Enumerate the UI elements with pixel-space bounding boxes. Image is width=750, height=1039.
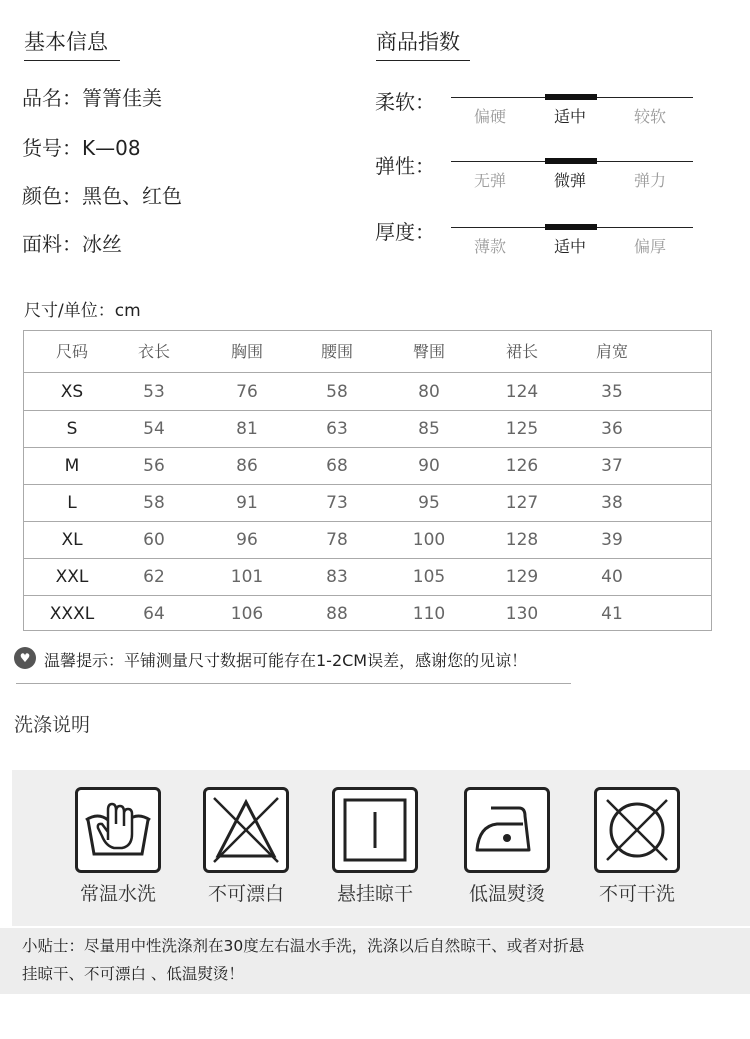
info-label: 品名： — [22, 86, 82, 110]
table-cell: 83 — [326, 567, 348, 587]
index-selected-marker — [545, 158, 597, 164]
table-cell: 78 — [326, 530, 348, 550]
table-cell: XS — [60, 382, 84, 402]
index-option: 微弹 — [553, 171, 586, 190]
washing-title: 洗涤说明 — [14, 714, 91, 736]
table-cell: 68 — [326, 456, 348, 476]
table-header-row — [24, 331, 711, 372]
care-label-low-iron: 低温熨烫 — [468, 883, 545, 905]
table-row — [24, 372, 711, 410]
table-cell: 62 — [143, 567, 165, 587]
care-label-line-dry: 悬挂晾干 — [336, 883, 413, 905]
table-row — [24, 484, 711, 521]
table-header-cell: 腰围 — [320, 342, 353, 361]
index-option: 较软 — [633, 107, 666, 126]
table-cell: 58 — [143, 493, 165, 513]
table-cell: 129 — [505, 567, 539, 587]
care-tip-line-1: 小贴士：尽量用中性洗涤剂在30度左右温水手洗，洗涤以后自然晾干、或者对折悬 — [22, 937, 585, 955]
heart-icon: ♥ — [14, 647, 36, 669]
table-row — [24, 558, 711, 595]
table-cell: 125 — [505, 419, 539, 439]
size-table — [23, 330, 712, 631]
table-header-cell: 臀围 — [412, 342, 445, 361]
care-label-hand-wash: 常温水洗 — [79, 883, 156, 905]
index-label: 柔软： — [375, 90, 435, 114]
index-selected-marker — [545, 224, 597, 230]
index-label: 弹性： — [375, 154, 435, 178]
index-option: 适中 — [553, 237, 586, 256]
notice-divider — [16, 683, 571, 684]
table-cell: XXXL — [49, 604, 95, 624]
table-header-cell: 胸围 — [230, 342, 263, 361]
table-cell: 39 — [601, 530, 623, 550]
table-cell: 63 — [326, 419, 348, 439]
table-cell: S — [66, 419, 78, 439]
table-cell: 101 — [230, 567, 264, 587]
table-cell: L — [67, 493, 77, 513]
table-cell: 41 — [601, 604, 623, 624]
info-value: 黑色、红色 — [82, 184, 182, 208]
index-option: 适中 — [553, 107, 586, 126]
table-cell: 127 — [505, 493, 539, 513]
index-option: 薄款 — [473, 237, 506, 256]
info-row-fabric — [22, 228, 122, 257]
table-cell: 80 — [418, 382, 440, 402]
table-cell: 126 — [505, 456, 539, 476]
table-cell: 73 — [326, 493, 348, 513]
table-cell: 91 — [236, 493, 258, 513]
table-row — [24, 595, 711, 631]
table-cell: 88 — [326, 604, 348, 624]
table-cell: M — [64, 456, 80, 476]
basic-info-title: 基本信息 — [24, 30, 108, 54]
table-row — [24, 410, 711, 447]
info-value: K—08 — [82, 136, 141, 160]
table-header-cell: 尺码 — [55, 342, 88, 361]
table-cell: XL — [61, 530, 83, 550]
index-option: 无弹 — [473, 171, 506, 190]
table-row — [24, 447, 711, 484]
line-dry-icon — [332, 787, 418, 873]
table-cell: 54 — [143, 419, 165, 439]
index-label: 厚度： — [375, 220, 435, 244]
info-row-sku — [22, 132, 141, 161]
table-cell: 124 — [505, 382, 539, 402]
index-option: 偏硬 — [473, 107, 506, 126]
no-bleach-icon — [203, 787, 289, 873]
table-cell: 85 — [418, 419, 440, 439]
table-cell: 106 — [230, 604, 264, 624]
table-cell: 105 — [412, 567, 446, 587]
index-option: 弹力 — [633, 171, 666, 190]
table-cell: 86 — [236, 456, 258, 476]
info-row-color — [22, 180, 182, 209]
table-cell: 76 — [236, 382, 258, 402]
table-row — [24, 521, 711, 558]
table-cell: 36 — [601, 419, 623, 439]
basic-info-underline — [24, 60, 120, 61]
table-cell: 35 — [601, 382, 623, 402]
table-cell: 130 — [505, 604, 539, 624]
table-header-cell: 肩宽 — [595, 342, 628, 361]
info-row-name — [22, 82, 162, 111]
table-cell: 64 — [143, 604, 165, 624]
table-cell: 60 — [143, 530, 165, 550]
info-value: 冰丝 — [82, 232, 122, 256]
table-cell: 37 — [601, 456, 623, 476]
table-header-cell: 衣长 — [137, 342, 170, 361]
info-value: 箐箐佳美 — [82, 86, 162, 110]
care-tip-line-2: 挂晾干、不可漂白 、低温熨烫！ — [22, 965, 244, 983]
info-label: 货号： — [22, 136, 82, 160]
care-label-no-dry-clean: 不可干洗 — [598, 883, 675, 905]
info-label: 颜色： — [22, 184, 82, 208]
indices-title: 商品指数 — [376, 30, 460, 54]
unit-label: 尺寸/单位：cm — [24, 301, 141, 321]
index-selected-marker — [545, 94, 597, 100]
table-cell: 96 — [236, 530, 258, 550]
table-cell: XXL — [55, 567, 89, 587]
table-cell: 53 — [143, 382, 165, 402]
measure-notice: 温馨提示：平铺测量尺寸数据可能存在1-2CM误差，感谢您的见谅！ — [44, 651, 528, 670]
table-cell: 128 — [505, 530, 539, 550]
hand-wash-icon — [75, 787, 161, 873]
table-cell: 90 — [418, 456, 440, 476]
table-cell: 56 — [143, 456, 165, 476]
table-cell: 95 — [418, 493, 440, 513]
care-label-no-bleach: 不可漂白 — [207, 883, 284, 905]
table-cell: 40 — [601, 567, 623, 587]
table-cell: 58 — [326, 382, 348, 402]
low-iron-icon — [464, 787, 550, 873]
table-cell: 38 — [601, 493, 623, 513]
table-cell: 100 — [412, 530, 446, 550]
info-label: 面料： — [22, 232, 82, 256]
table-header-cell: 裙长 — [505, 342, 538, 361]
table-cell: 81 — [236, 419, 258, 439]
indices-underline — [376, 60, 470, 61]
no-dry-clean-icon — [594, 787, 680, 873]
table-cell: 110 — [412, 604, 446, 624]
index-option: 偏厚 — [633, 237, 666, 256]
